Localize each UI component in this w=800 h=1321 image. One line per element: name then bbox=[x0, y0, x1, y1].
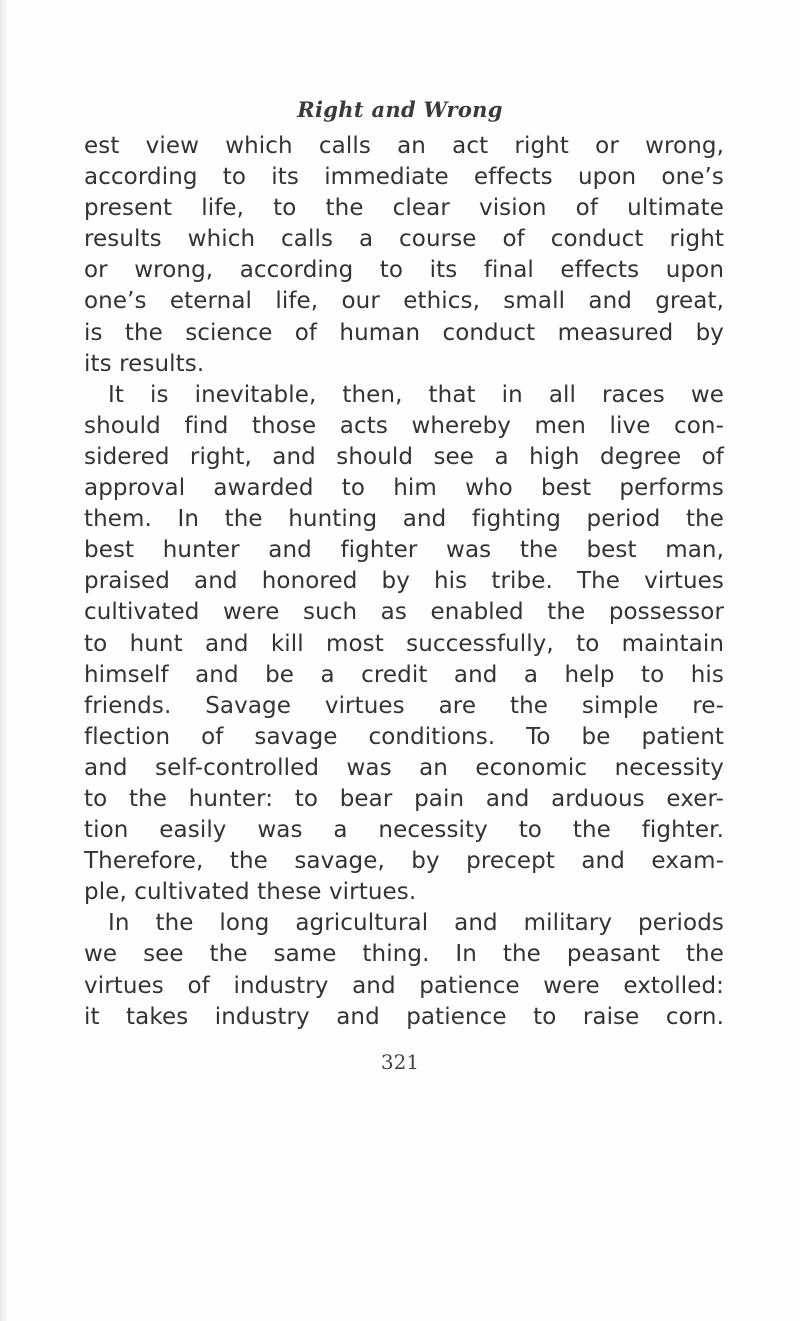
page-number: 321 bbox=[380, 1050, 420, 1074]
running-head: Right and Wrong bbox=[297, 97, 503, 122]
text-line: Therefore, the savage, by precept and exam- bbox=[84, 848, 724, 875]
text-line: flection of savage conditions. To be patient bbox=[84, 723, 724, 750]
text-line: or wrong, according to its final effects upon bbox=[84, 257, 724, 284]
text-line: It is inevitable, then, that in all races we bbox=[108, 381, 724, 408]
text-line: results which calls a course of conduct right bbox=[84, 226, 724, 253]
text-line: est view which calls an act right or wrong, bbox=[84, 133, 724, 159]
text-line: himself and be a credit and a help to his bbox=[84, 661, 724, 688]
text-line: In the long agricultural and military periods bbox=[108, 910, 724, 937]
body-text bbox=[84, 131, 724, 1033]
text-line: to the hunter: to bear pain and arduous exer- bbox=[84, 785, 724, 812]
text-line: is the science of human conduct measured by bbox=[84, 319, 724, 346]
text-line: to hunt and kill most successfully, to maintain bbox=[84, 630, 724, 657]
text-line: and self-controlled was an economic necessity bbox=[84, 754, 724, 781]
text-line: virtues of industry and patience were extolled: bbox=[84, 972, 724, 999]
text-line: ple, cultivated these virtues. bbox=[84, 879, 417, 906]
text-line: present life, to the clear vision of ultimate bbox=[84, 195, 724, 222]
text-line: best hunter and fighter was the best man, bbox=[84, 537, 724, 564]
text-line: tion easily was a necessity to the fighter. bbox=[84, 817, 724, 844]
text-line: praised and honored by his tribe. The virtues bbox=[84, 568, 724, 595]
text-line: sidered right, and should see a high degree of bbox=[84, 443, 724, 470]
page-gutter-shadow bbox=[0, 0, 8, 1321]
text-line: them. In the hunting and fighting period the bbox=[84, 506, 724, 533]
text-line: one’s eternal life, our ethics, small and great, bbox=[84, 288, 724, 315]
text-line: its results. bbox=[84, 350, 205, 377]
text-line: friends. Savage virtues are the simple re- bbox=[84, 692, 724, 719]
text-line: according to its immediate effects upon one’s bbox=[84, 164, 724, 191]
text-line: cultivated were such as enabled the possessor bbox=[84, 599, 724, 626]
text-line: it takes industry and patience to raise corn. bbox=[84, 1003, 724, 1030]
text-line: we see the same thing. In the peasant the bbox=[84, 941, 724, 968]
text-line: approval awarded to him who best performs bbox=[84, 475, 724, 502]
text-line: should find those acts whereby men live con- bbox=[84, 412, 724, 439]
